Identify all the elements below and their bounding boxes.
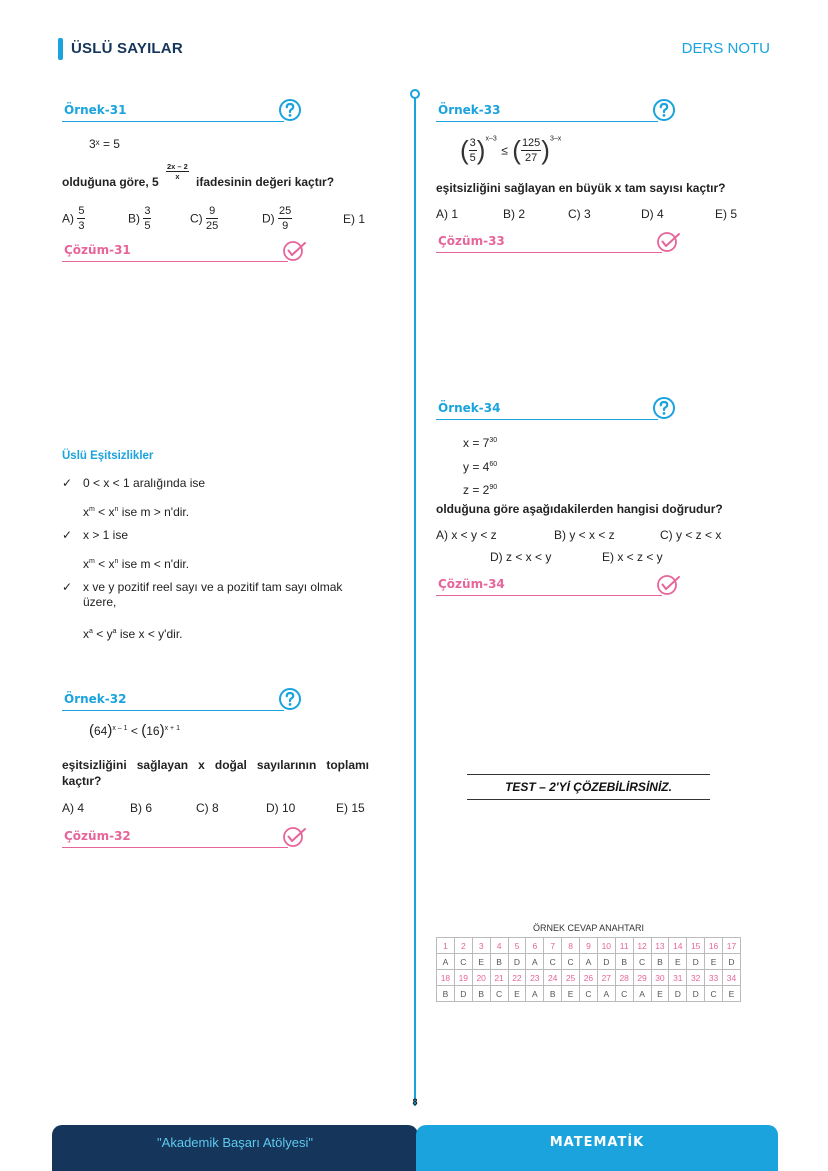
answer-key-answer-cell: C (490, 986, 508, 1002)
example-31-question-start: olduğuna göre, 5 (62, 175, 159, 189)
answer-key-answer-cell: B (544, 986, 562, 1002)
question-circle-icon (652, 396, 676, 420)
answer-key-answer-cell: D (723, 954, 741, 970)
answer-key-number-cell: 11 (615, 938, 633, 954)
answer-key-number-cell: 25 (562, 970, 580, 986)
answer-key-number-cell: 8 (562, 938, 580, 954)
example-31-option-a[interactable]: A) $\frac{5}{3}$ (62, 205, 85, 232)
fraction: $\frac{125}{27}$ (521, 137, 541, 164)
answer-key-answer-cell: B (437, 986, 455, 1002)
example-31-heading (62, 100, 302, 122)
example-31-option-c[interactable]: C) $\frac{9}{25}$ (190, 205, 219, 232)
solution-31-title: Çözüm-31 (64, 243, 131, 257)
inequality-2-condition: x > 1 ise (83, 528, 129, 542)
answer-key-answer-cell: A (526, 986, 544, 1002)
answer-key-number-cell: 12 (633, 938, 651, 954)
check-circle-icon (656, 229, 680, 253)
example-34-option-d[interactable]: D) z < x < y (490, 550, 552, 564)
answer-key-answer-cell: C (633, 954, 651, 970)
answer-key-answer-cell: B (651, 954, 669, 970)
solution-31-heading (62, 240, 306, 262)
example-34-heading (436, 398, 676, 420)
heading-underline (62, 710, 284, 712)
answer-key-number-cell: 4 (490, 938, 508, 954)
answer-key-answer-row (437, 954, 741, 970)
answer-key-number-cell: 13 (651, 938, 669, 954)
example-33-title: Örnek-33 (438, 103, 501, 117)
inequalities-title: Üslü Eşitsizlikler (62, 450, 154, 462)
answer-key-number-cell: 32 (687, 970, 705, 986)
answer-key-number-cell: 6 (526, 938, 544, 954)
inequality-1-condition: 0 < x < 1 aralığında ise (83, 476, 206, 490)
fraction: $\frac{25}{9}$ (279, 205, 292, 232)
answer-key-answer-cell: C (454, 954, 472, 970)
footer-subject: MATEMATİK (549, 1135, 645, 1150)
example-34-given-x: $x = 7^{30}$ (463, 436, 498, 450)
example-34-option-a[interactable]: A) x < y < z (436, 528, 497, 542)
heading-underline (62, 847, 288, 849)
example-34-title: Örnek-34 (438, 401, 501, 415)
answer-key-number-cell: 23 (526, 970, 544, 986)
example-32-option-b[interactable]: B) 6 (130, 801, 153, 815)
answer-key-number-cell: 10 (597, 938, 615, 954)
heading-underline (436, 419, 658, 421)
inequality-3-condition: x ve y pozitif reel sayı ve a pozitif tam sayı olmak üzere, (83, 580, 343, 609)
solution-33-heading (436, 231, 680, 253)
answer-key-answer-cell: C (544, 954, 562, 970)
fraction: $\frac{9}{25}$ (206, 205, 219, 232)
example-33-expression: ( $\frac{3}{5}$ )$^{x-3}$ ≤ ( $\frac{125}{27}$ )$^{3-x}$ (460, 135, 562, 165)
heading-underline (62, 121, 284, 123)
answer-key-answer-cell: A (580, 954, 598, 970)
example-34-question: olduğuna göre aşağıdakilerden hangisi doğrudur? (436, 502, 723, 516)
example-31-given: 3ˣ = 5 (89, 137, 120, 151)
example-32-heading (62, 689, 302, 711)
example-34-given-z: $z = 2^{90}$ (463, 483, 498, 497)
example-32-question: eşitsizliğini sağlayan x doğal sayılarının toplamı kaçtır? (62, 758, 369, 788)
answer-key-number-row (437, 970, 741, 986)
solution-32-heading (62, 826, 306, 848)
answer-key-answer-cell: C (580, 986, 598, 1002)
answer-key-answer-cell: A (526, 954, 544, 970)
answer-key-answer-row (437, 986, 741, 1002)
heading-underline (436, 595, 662, 597)
check-circle-icon (282, 824, 306, 848)
answer-key-number-cell: 21 (490, 970, 508, 986)
fraction: $\frac{3}{5}$ (469, 137, 476, 164)
exponent-denominator: x (175, 172, 180, 181)
check-circle-icon (282, 238, 306, 262)
answer-key-number-cell: 29 (633, 970, 651, 986)
solution-34-heading (436, 574, 680, 596)
answer-key-answer-cell: E (472, 954, 490, 970)
answer-key-answer-cell: E (651, 986, 669, 1002)
answer-key-title: ÖRNEK CEVAP ANAHTARI (532, 923, 645, 933)
fraction: $\frac{5}{3}$ (78, 205, 85, 232)
answer-key-number-cell: 17 (723, 938, 741, 954)
answer-key-number-cell: 14 (669, 938, 687, 954)
answer-key-answer-cell: E (669, 954, 687, 970)
answer-key-answer-cell: A (633, 986, 651, 1002)
example-34-option-b[interactable]: B) y < x < z (554, 528, 615, 542)
answer-key-number-cell: 30 (651, 970, 669, 986)
footer-slogan: "Akademik Başarı Atölyesi" (157, 1135, 313, 1150)
example-33-option-b[interactable]: B) 2 (503, 207, 526, 221)
example-33-option-c[interactable]: C) 3 (568, 207, 591, 221)
check-circle-icon (656, 572, 680, 596)
answer-key-number-cell: 1 (437, 938, 455, 954)
answer-key-number-row (437, 938, 741, 954)
question-circle-icon (652, 98, 676, 122)
answer-key-number-cell: 26 (580, 970, 598, 986)
solution-33-title: Çözüm-33 (438, 234, 505, 248)
answer-key-number-cell: 34 (723, 970, 741, 986)
example-32-expression: $(64)^{x - 1} < (16)^{x + 1}$ (89, 722, 180, 739)
answer-key-number-cell: 31 (669, 970, 687, 986)
answer-key-answer-cell: E (508, 986, 526, 1002)
exponent-numerator: 2x – 2 (167, 162, 188, 171)
answer-key-answer-cell: B (472, 986, 490, 1002)
example-31-option-b[interactable]: B) $\frac{3}{5}$ (128, 205, 151, 232)
answer-key-answer-cell: B (615, 954, 633, 970)
example-31-option-e[interactable]: E) 1 (343, 212, 366, 226)
header-tag: DERS NOTU (681, 40, 770, 57)
example-33-option-a[interactable]: A) 1 (436, 207, 459, 221)
answer-key-answer-cell: C (615, 986, 633, 1002)
example-33-option-e[interactable]: E) 5 (715, 207, 738, 221)
solution-34-title: Çözüm-34 (438, 577, 505, 591)
example-31-option-d[interactable]: D) $\frac{25}{9}$ (262, 205, 292, 232)
example-33-question: eşitsizliğini sağlayan en büyük x tam sayısı kaçtır? (436, 181, 726, 195)
header-accent-bar (58, 38, 63, 60)
answer-key-answer-cell: D (508, 954, 526, 970)
example-34-option-c[interactable]: C) y < z < x (660, 528, 722, 542)
check-mark-icon: ✓ (62, 476, 73, 490)
example-32-title: Örnek-32 (64, 692, 127, 706)
example-34-given-y: $y = 4^{60}$ (463, 460, 498, 474)
solution-32-title: Çözüm-32 (64, 829, 131, 843)
answer-key-answer-cell: D (597, 954, 615, 970)
answer-key-number-cell: 19 (454, 970, 472, 986)
check-mark-icon: ✓ (62, 580, 73, 594)
divider-dot (410, 89, 420, 99)
answer-key-number-cell: 33 (705, 970, 723, 986)
answer-key-table (436, 937, 741, 1002)
example-32-option-e[interactable]: E) 15 (336, 801, 365, 815)
answer-key-number-cell: 3 (472, 938, 490, 954)
answer-key-answer-cell: D (687, 986, 705, 1002)
answer-key-answer-cell: C (705, 986, 723, 1002)
answer-key-answer-cell: C (562, 954, 580, 970)
answer-key-answer-cell: B (490, 954, 508, 970)
page-title: ÜSLÜ SAYILAR (71, 40, 183, 57)
answer-key-number-cell: 24 (544, 970, 562, 986)
example-31-exponent (166, 162, 189, 181)
answer-key-answer-cell: E (705, 954, 723, 970)
answer-key-answer-cell: D (669, 986, 687, 1002)
answer-key-number-cell: 7 (544, 938, 562, 954)
answer-key-number-cell: 18 (437, 970, 455, 986)
answer-key-number-cell: 20 (472, 970, 490, 986)
heading-underline (436, 121, 658, 123)
example-31-title: Örnek-31 (64, 103, 127, 117)
question-circle-icon (278, 687, 302, 711)
example-32-option-d[interactable]: D) 10 (266, 801, 296, 815)
example-33-option-d[interactable]: D) 4 (641, 207, 664, 221)
answer-key-answer-cell: A (437, 954, 455, 970)
check-mark-icon: ✓ (62, 528, 73, 542)
inequality-2-result: $x^m < x^n$ ise m < n'dir. (83, 557, 190, 571)
fraction: $\frac{3}{5}$ (144, 205, 151, 232)
answer-key-number-cell: 5 (508, 938, 526, 954)
example-32-option-a[interactable]: A) 4 (62, 801, 85, 815)
inequality-1-result: $x^m < x^n$ ise m > n'dir. (83, 505, 190, 519)
answer-key-number-cell: 28 (615, 970, 633, 986)
page-number: 8 (412, 1097, 418, 1107)
answer-key-number-cell: 16 (705, 938, 723, 954)
heading-underline (436, 252, 662, 254)
example-31-question-end: ifadesinin değeri kaçtır? (196, 175, 335, 189)
answer-key-number-cell: 22 (508, 970, 526, 986)
answer-key-number-cell: 2 (454, 938, 472, 954)
answer-key-number-cell: 27 (597, 970, 615, 986)
example-34-option-e[interactable]: E) x < z < y (602, 550, 663, 564)
test-note: TEST – 2'Yİ ÇÖZEBİLİRSİNİZ. (467, 774, 710, 800)
answer-key-number-cell: 9 (580, 938, 598, 954)
example-33-heading (436, 100, 676, 122)
column-divider (414, 96, 416, 1106)
question-circle-icon (278, 98, 302, 122)
answer-key-number-cell: 15 (687, 938, 705, 954)
answer-key-answer-cell: D (687, 954, 705, 970)
answer-key-answer-cell: A (597, 986, 615, 1002)
answer-key-answer-cell: E (562, 986, 580, 1002)
inequality-3-result: $x^a < y^a$ ise x < y'dir. (83, 627, 183, 641)
example-32-option-c[interactable]: C) 8 (196, 801, 219, 815)
answer-key-answer-cell: D (454, 986, 472, 1002)
answer-key-answer-cell: E (723, 986, 741, 1002)
heading-underline (62, 261, 288, 263)
